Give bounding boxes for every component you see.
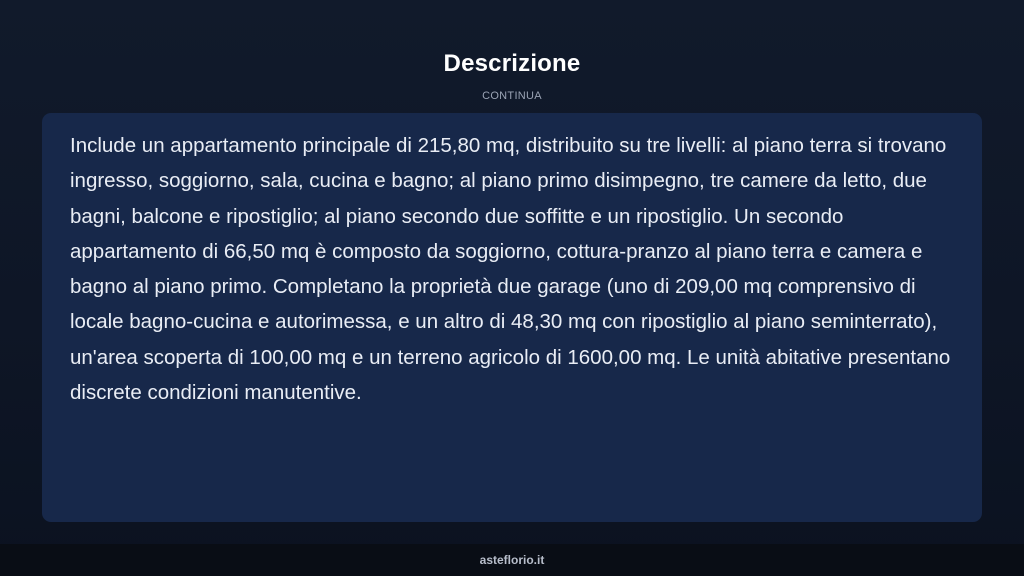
description-card: [42, 113, 982, 522]
description-text: Include un appartamento principale di 215,80 mq, distribuito su tre livelli: al piano terra si trovano ingresso, soggiorno, sala, cucina e bagno; al piano primo disimpegno, tre camere da letto, due bagni, balcone e ripostiglio; al piano secondo due soffitte e un ripostiglio. Un secondo appartamento di 66,50 mq è composto da soggiorno, cottura-pranzo al piano terra e camera e bagno al piano primo. Completano la proprietà due garage (uno di 209,00 mq comprensivo di locale bagno-cucina e autorimessa, e un altro di 48,30 mq con ripostiglio al piano seminterrato), un'area scoperta di 100,00 mq e un terreno agricolo di 1600,00 mq. Le unità abitative presentano discrete condizioni manutentive.: [70, 134, 951, 405]
page-subtitle: CONTINUA: [482, 90, 542, 102]
page-title: Descrizione: [443, 50, 581, 77]
footer-site-label: asteflorio.it: [479, 553, 545, 567]
footer-bar: [0, 544, 1024, 576]
